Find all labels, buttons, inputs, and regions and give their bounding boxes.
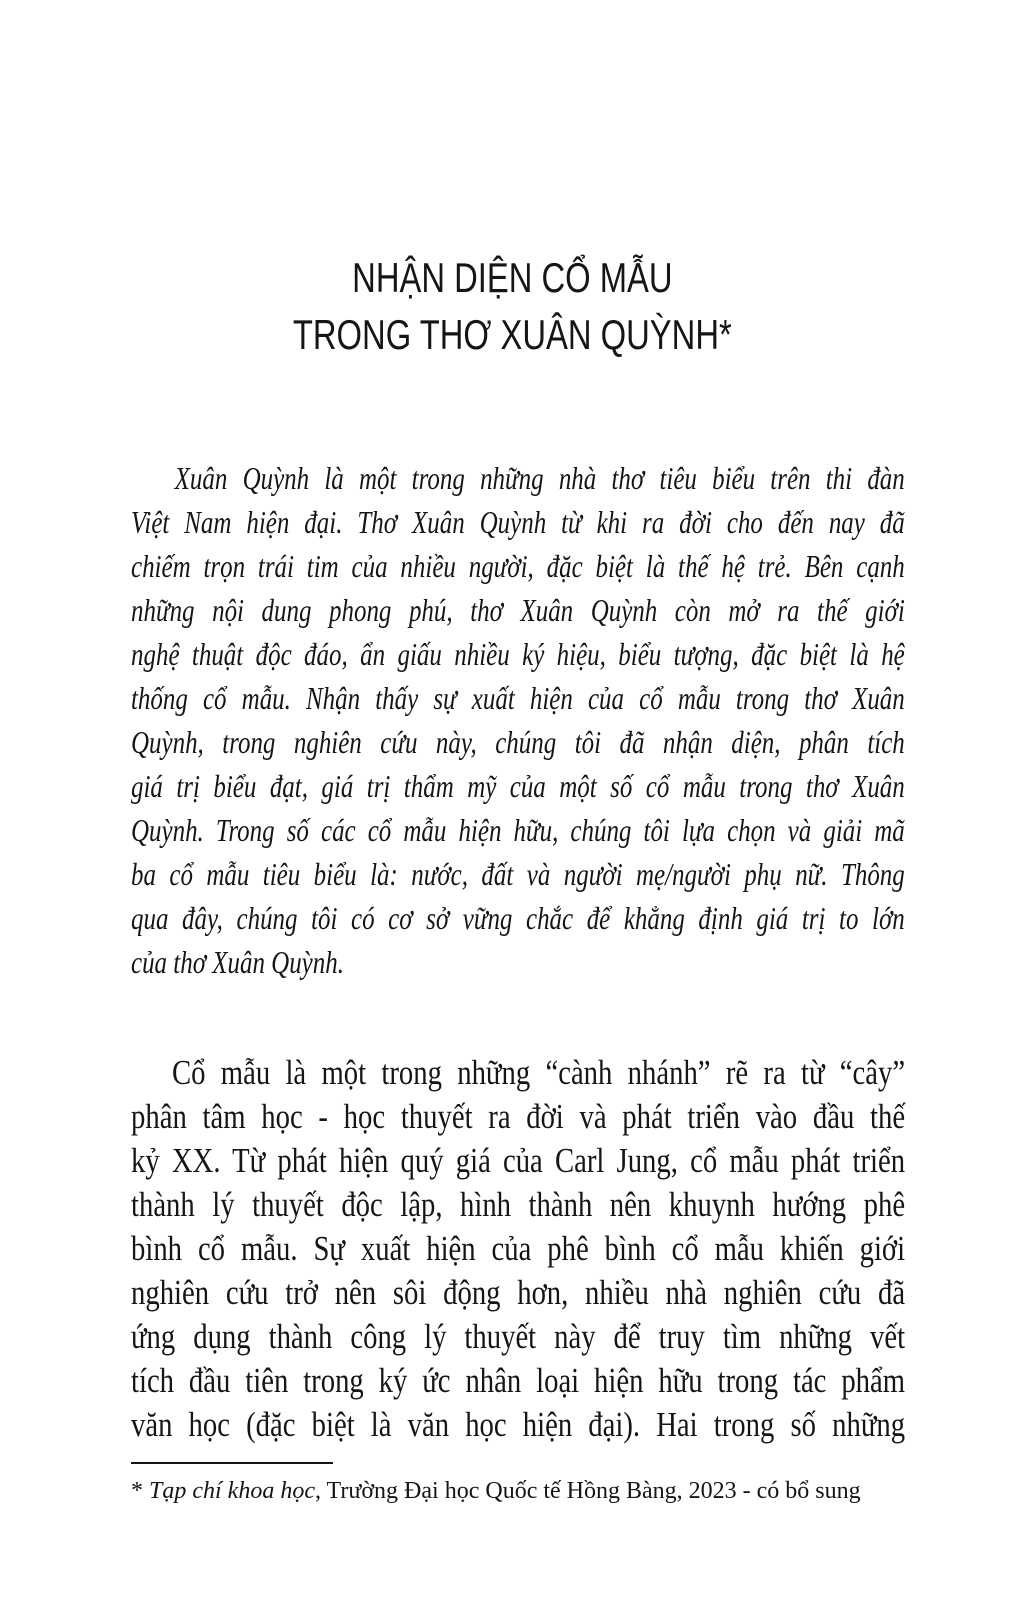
text-line: bình cổ mẫu. Sự xuất hiện của phê bình cổ mẫu khiến giới <box>131 1229 906 1268</box>
text-line: Quỳnh, trong nghiên cứu này, chúng tôi đã nhận diện, phân tích <box>131 724 905 760</box>
text-line: ứng dụng thành công lý thuyết này để truy tìm những vết <box>131 1317 906 1356</box>
body-paragraph <box>131 1051 905 1447</box>
footnote-text: , Trường Đại học Quốc tế Hồng Bàng, 2023 - có bổ sung <box>314 1478 861 1504</box>
text-line: của thơ Xuân Quỳnh. <box>131 944 344 980</box>
article-title-line-1: NHẬN DIỆN CỔ MẪU <box>351 254 673 301</box>
article-title-row <box>0 249 1024 306</box>
text-line: Xuân Quỳnh là một trong những nhà thơ tiêu biểu trên thi đàn <box>174 460 905 496</box>
text-line: Việt Nam hiện đại. Thơ Xuân Quỳnh từ khi ra đời cho đến nay đã <box>131 504 905 540</box>
footnote-text: * <box>131 1478 149 1504</box>
text-line: ba cổ mẫu tiêu biểu là: nước, đất và người mẹ/người phụ nữ. Thông <box>131 856 905 892</box>
text-line: tích đầu tiên trong ký ức nhân loại hiện hữu trong tác phẩm <box>131 1361 906 1400</box>
footnote-divider <box>131 1462 333 1464</box>
footnote-source-italic: Tạp chí khoa học <box>149 1478 315 1504</box>
article-title <box>0 249 1024 363</box>
text-line: phân tâm học - học thuyết ra đời và phát triển vào đầu thế <box>131 1097 906 1136</box>
text-line: nghiên cứu trở nên sôi động hơn, nhiều nhà nghiên cứu đã <box>131 1273 906 1312</box>
text-line: thành lý thuyết độc lập, hình thành nên khuynh hướng phê <box>131 1185 906 1224</box>
text-line: qua đây, chúng tôi có cơ sở vững chắc để khẳng định giá trị to lớn <box>131 900 905 936</box>
text-line: những nội dung phong phú, thơ Xuân Quỳnh còn mở ra thế giới <box>131 592 905 628</box>
text-line: văn học (đặc biệt là văn học hiện đại). Hai trong số những <box>131 1405 906 1444</box>
text-line: nghệ thuật độc đáo, ẩn giấu nhiều ký hiệu, biểu tượng, đặc biệt là hệ <box>131 636 905 672</box>
text-line: Cổ mẫu là một trong những “cành nhánh” rẽ ra từ “cây” <box>172 1053 906 1092</box>
text-line: giá trị biểu đạt, giá trị thẩm mỹ của một số cổ mẫu trong thơ Xuân <box>131 768 905 804</box>
text-line: kỷ XX. Từ phát hiện quý giá của Carl Jung, cổ mẫu phát triển <box>131 1141 906 1180</box>
footnote <box>131 1476 921 1506</box>
text-line: Quỳnh. Trong số các cổ mẫu hiện hữu, chúng tôi lựa chọn và giải mã <box>131 812 905 848</box>
text-line: thống cổ mẫu. Nhận thấy sự xuất hiện của cổ mẫu trong thơ Xuân <box>131 680 905 716</box>
article-title-row <box>0 306 1024 363</box>
article-title-line-2: TRONG THƠ XUÂN QUỲNH* <box>292 311 732 358</box>
text-line: chiếm trọn trái tim của nhiều người, đặc biệt là thế hệ trẻ. Bên cạnh <box>131 548 905 584</box>
abstract-paragraph <box>131 456 905 984</box>
